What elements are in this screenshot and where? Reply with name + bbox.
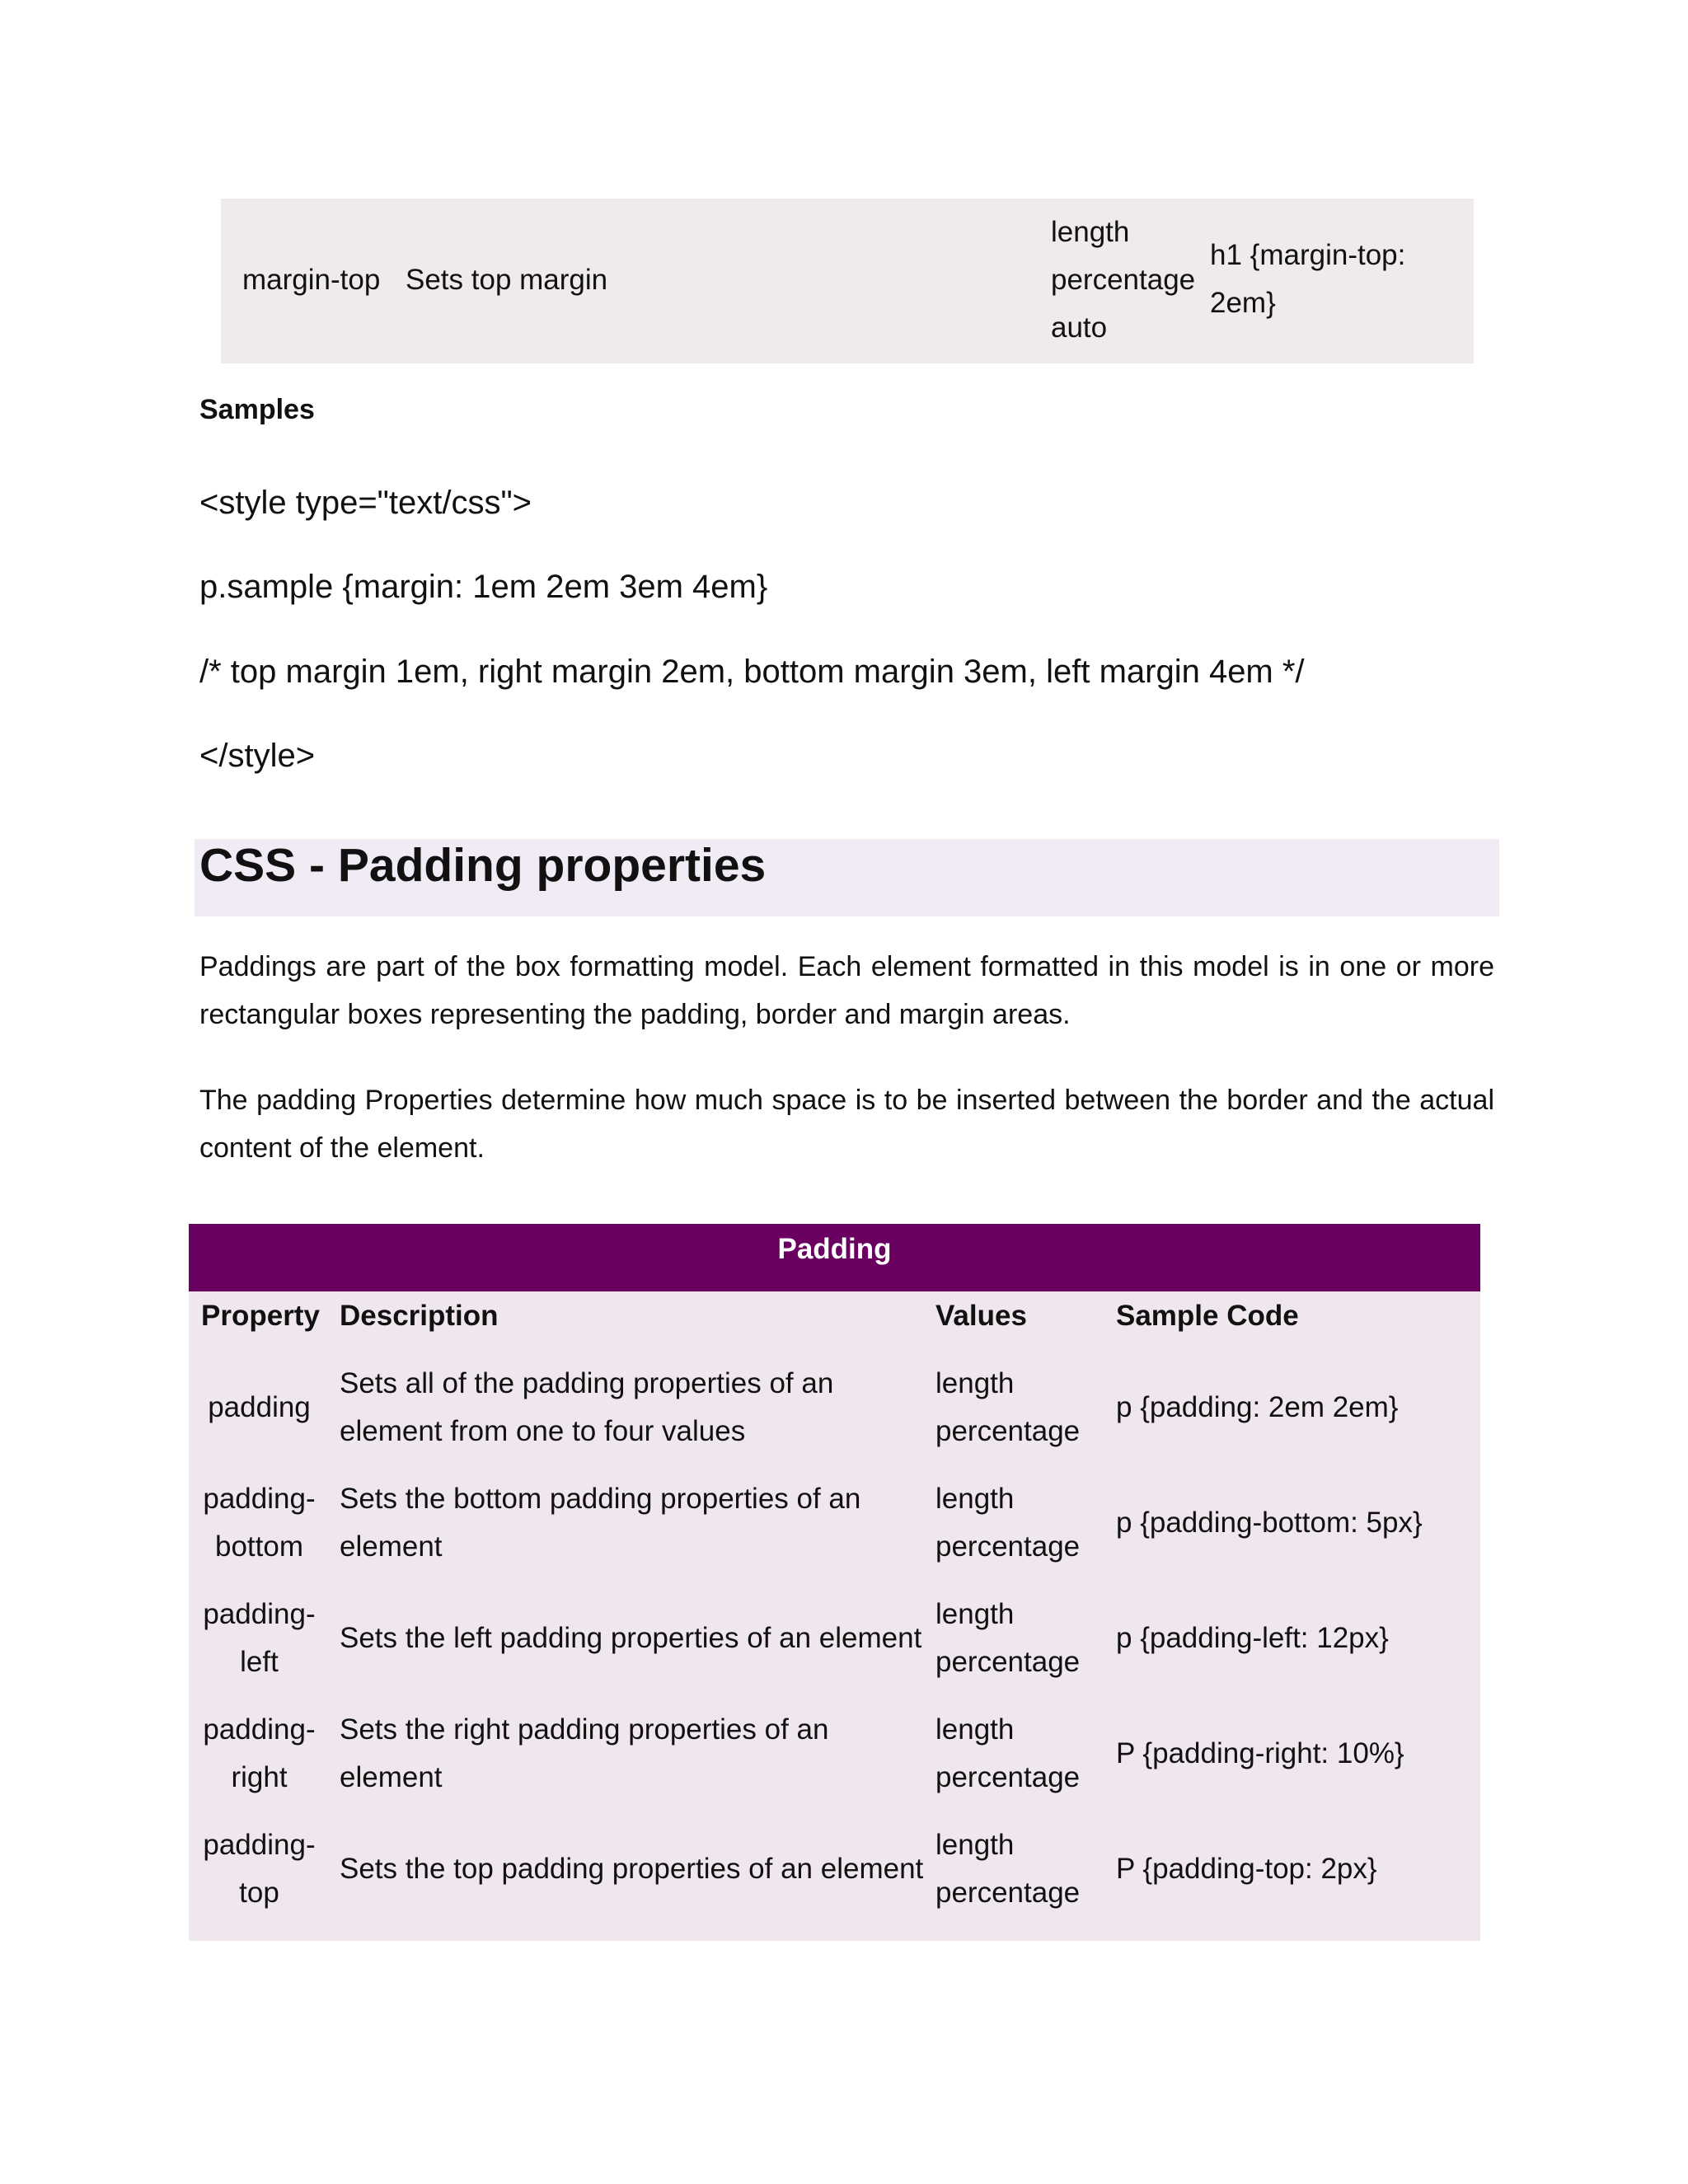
row-values	[935, 1360, 1080, 1455]
row-description	[340, 1360, 833, 1455]
description-line: Sets all of the padding properties of an	[340, 1367, 834, 1399]
value-line: length	[935, 1713, 1015, 1746]
value-line: length	[935, 1598, 1015, 1630]
row-values	[935, 1475, 1080, 1571]
row-values	[935, 1821, 1080, 1917]
property-line: right	[231, 1761, 288, 1793]
row-values	[935, 1706, 1080, 1802]
row-property	[189, 1591, 330, 1686]
row-description: Sets the top padding properties of an element	[340, 1853, 924, 1885]
row-property	[189, 1821, 330, 1917]
property-line: top	[239, 1877, 279, 1909]
margin-row-value: auto	[1051, 312, 1108, 344]
column-header-sample-code: Sample Code	[1116, 1300, 1299, 1332]
description-line: Sets the right padding properties of an	[340, 1713, 829, 1746]
margin-row-value: percentage	[1051, 264, 1196, 296]
property-line: left	[240, 1646, 279, 1678]
value-line: percentage	[935, 1646, 1081, 1678]
margin-row-sample-line: h1 {margin-top:	[1210, 239, 1406, 271]
value-line: percentage	[935, 1877, 1081, 1909]
row-description	[340, 1706, 828, 1802]
property-line: padding-	[203, 1598, 316, 1630]
description-line: element	[340, 1761, 443, 1793]
row-sample-code: P {padding-right: 10%}	[1116, 1737, 1404, 1769]
code-line: p.sample {margin: 1em 2em 3em 4em}	[199, 569, 768, 605]
column-header-values: Values	[935, 1300, 1027, 1332]
description-line: element from one to four values	[340, 1415, 746, 1447]
row-property	[189, 1706, 330, 1802]
property-line: padding-	[203, 1829, 316, 1861]
row-property	[189, 1475, 330, 1571]
description-line: Sets the bottom padding properties of an	[340, 1483, 861, 1515]
code-line: /* top margin 1em, right margin 2em, bottom margin 3em, left margin 4em */	[199, 654, 1305, 690]
margin-row-property: margin-top	[242, 264, 381, 296]
code-line: </style>	[199, 738, 316, 774]
row-sample-code: p {padding: 2em 2em}	[1116, 1391, 1399, 1423]
value-line: percentage	[935, 1761, 1081, 1793]
column-header-property: Property	[201, 1300, 320, 1332]
description-line: element	[340, 1530, 443, 1563]
value-line: length	[935, 1829, 1015, 1861]
intro-paragraph: Paddings are part of the box formatting model. Each element formatted in this model is in one or more rectangular boxes representing the padding, border and margin areas.	[199, 951, 1494, 1030]
margin-table-row	[221, 199, 1474, 363]
margin-row-sample-code	[1210, 232, 1405, 327]
margin-row-values	[1051, 209, 1195, 352]
value-line: length	[935, 1483, 1015, 1515]
margin-row-sample-line: 2em}	[1210, 287, 1276, 319]
row-property: padding	[208, 1391, 311, 1423]
property-line: padding-	[203, 1713, 316, 1746]
section-heading: CSS - Padding properties	[199, 839, 767, 892]
row-sample-code: p {padding-left: 12px}	[1116, 1622, 1389, 1654]
padding-table-title: Padding	[189, 1224, 1480, 1291]
row-description: Sets the left padding properties of an element	[340, 1622, 922, 1654]
column-header-description: Description	[340, 1300, 499, 1332]
row-sample-code: P {padding-top: 2px}	[1116, 1853, 1377, 1885]
value-line: length	[935, 1367, 1015, 1399]
property-line: bottom	[215, 1530, 303, 1563]
value-line: percentage	[935, 1415, 1081, 1447]
margin-row-description: Sets top margin	[406, 264, 608, 296]
padding-table	[189, 1224, 1480, 1941]
property-line: padding-	[203, 1483, 316, 1515]
samples-title: Samples	[199, 394, 315, 425]
value-line: percentage	[935, 1530, 1081, 1563]
code-line: <style type="text/css">	[199, 485, 532, 521]
intro-paragraph: The padding Properties determine how much space is to be inserted between the border and the actual content of the element.	[199, 1085, 1494, 1164]
row-description	[340, 1475, 860, 1571]
row-values	[935, 1591, 1080, 1686]
row-sample-code: p {padding-bottom: 5px}	[1116, 1507, 1423, 1539]
margin-row-value: length	[1051, 216, 1130, 248]
